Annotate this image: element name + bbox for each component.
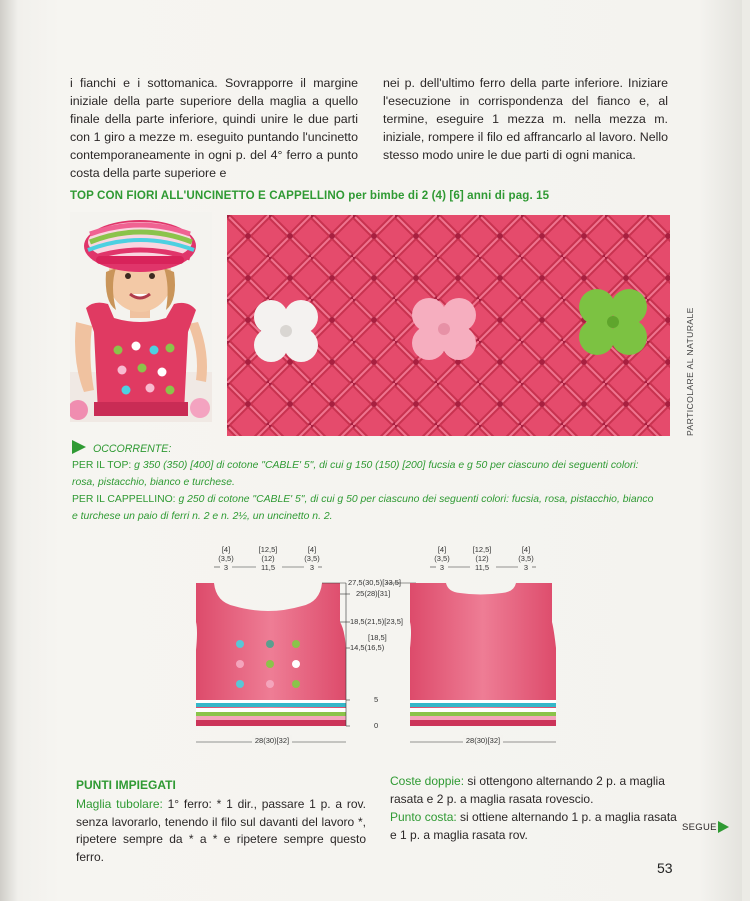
back-neck-a: [12,5]	[472, 545, 492, 554]
front-piece-diagram	[196, 545, 346, 745]
side-caption: PARTICOLARE AL NATURALE	[685, 307, 695, 436]
height-4a: [18,5]	[368, 633, 387, 642]
back-strap-l-b: (3,5)	[434, 554, 450, 563]
segue-label: SEGUE	[682, 822, 717, 833]
front-strap-r-c: 3	[309, 563, 315, 572]
back-width: 28(30)[32]	[465, 736, 501, 745]
knit-swatch-photo	[227, 215, 670, 436]
occorrente-title: OCCORRENTE:	[93, 443, 172, 455]
section-heading	[70, 189, 549, 202]
occorrente-top-line2: rosa, pistacchio, bianco e turchese.	[72, 477, 235, 488]
height-1: 27,5(30,5)[33,5]	[348, 578, 401, 587]
pink-flower	[412, 298, 476, 360]
back-strap-r-c: 3	[523, 563, 529, 572]
front-strap-r-b: (3,5)	[304, 554, 320, 563]
back-neck-c: 11,5	[474, 563, 490, 572]
heading-rest: per bimbe di 2 (4) [6] anni di pag. 15	[344, 189, 550, 202]
stitches-right-column	[390, 772, 680, 844]
occorrente-cap-line1: PER IL CAPPELLINO: g 250 di cotone "CABLE' 5", di cui g 50 per ciascuno dei seguenti colori: fucsia, rosa, pistacchio, bianco	[72, 494, 654, 505]
front-neck-b: (12)	[261, 554, 275, 563]
heading-title: TOP CON FIORI ALL'UNCINETTO E CAPPELLINO	[70, 189, 345, 202]
height-5: 5	[374, 695, 379, 704]
girl-photo	[70, 212, 212, 422]
height-4b: 14,5(16,5)	[350, 643, 385, 652]
front-strap-l-c: 3	[223, 563, 229, 572]
coste-doppie-text: Coste doppie: si ottengono alternando 2 p. a maglia rasata e 2 p. a maglia rasata rovescio.	[390, 774, 665, 806]
occorrente-top-line1: PER IL TOP: g 350 (350) [400] di cotone "CABLE' 5", di cui g 150 (150) [200] fucsia e g 50 per ciascuno dei seguenti colori:	[72, 460, 639, 471]
white-flower	[254, 300, 318, 362]
back-strap-r-a: [4]	[521, 545, 531, 554]
back-strap-l-a: [4]	[437, 545, 447, 554]
text-column-right: nei p. dell'ultimo ferro della parte inferiore. Iniziare l'esecuzione in corrispondenza del fianco e, al termine, eseguire 1 mezza m. nella mezza m. iniziale, rompere il filo ed affrancarlo al lavoro. Nello stesso modo unire le due parti di ogni manica.	[383, 76, 668, 162]
next-arrow-icon	[718, 821, 729, 833]
front-strap-l-b: (3,5)	[218, 554, 234, 563]
punto-costa-text: Punto costa: si ottiene alternando 1 p. a maglia rasata e 1 p. a maglia rasata rov.	[390, 810, 677, 842]
front-width: 28(30)[32]	[254, 736, 290, 745]
punti-title: PUNTI IMPIEGATI	[76, 778, 176, 792]
back-strap-r-b: (3,5)	[518, 554, 534, 563]
back-strap-l-c: 3	[439, 563, 445, 572]
height-2: 25(28)[31]	[356, 589, 391, 598]
front-neck-c: 11,5	[260, 563, 276, 572]
front-strap-r-a: [4]	[307, 545, 317, 554]
triangle-marker-icon	[72, 440, 86, 454]
front-neck-a: [12,5]	[258, 545, 278, 554]
pattern-diagrams	[190, 540, 570, 750]
height-6: 0	[374, 721, 379, 730]
page-number: 53	[657, 860, 673, 876]
green-flower	[579, 289, 647, 355]
maglia-tubolare-text: Maglia tubolare: 1° ferro: * 1 dir., passare 1 p. a rov. senza lavorarlo, tenendo il filo sul davanti del lavoro *, ripetere sempre da * a * e ripetere sempre questo ferro.	[76, 797, 366, 864]
text-column-left: i fianchi e i sottomanica. Sovrapporre il margine iniziale della parte superiore della maglia a quello finale della parte inferiore, quindi unire le due parti con 1 giro a mezze m. eseguito puntando l'uncinetto contemporaneamente in ogni p. del 4° ferro a punto costa della parte superiore e	[70, 76, 358, 180]
height-3: 18,5(21,5)[23,5]	[350, 617, 403, 626]
back-piece-diagram	[410, 545, 556, 745]
front-strap-l-a: [4]	[221, 545, 231, 554]
occorrente-cap-line2: e turchese un paio di ferri n. 2 e n. 2½, un uncinetto n. 2.	[72, 511, 333, 522]
back-neck-b: (12)	[475, 554, 489, 563]
